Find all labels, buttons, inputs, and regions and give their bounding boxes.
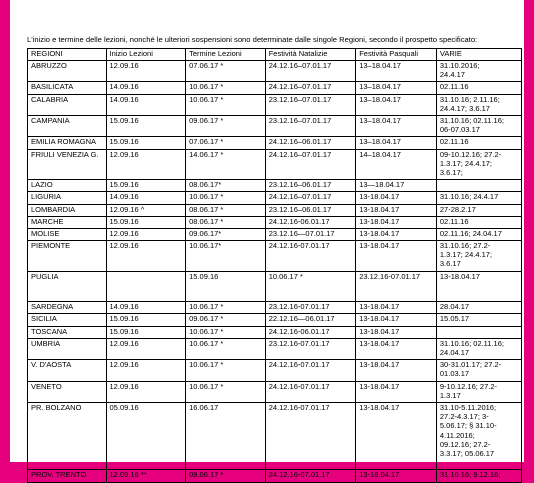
natalizie-cell: 23.12.16–07.01.17: [265, 115, 356, 136]
natalizie-cell: 24.12.16-07.01.17: [265, 403, 356, 470]
region-cell: SARDEGNA: [28, 302, 107, 314]
region-cell: LAZIO: [28, 180, 107, 192]
termine-cell: 07.06.17 *: [186, 137, 266, 149]
pasquali-cell: 13-18.04.17: [356, 302, 437, 314]
table-header-row: [28, 49, 522, 61]
inizio-cell: 15.09.16: [106, 115, 186, 136]
inizio-cell: 14.09.16: [106, 82, 186, 94]
termine-cell: 09.06.17*: [186, 228, 266, 240]
natalizie-cell: 24.12.16–06.01.17: [265, 137, 356, 149]
region-cell: V. D'AOSTA: [28, 360, 107, 381]
pasquali-cell: 14–18.04.17: [356, 149, 437, 180]
natalizie-cell: 22.12.16—06.01.17: [265, 314, 356, 326]
header-inizio-lezioni: Inizio Lezioni: [106, 49, 186, 61]
varie-cell: 31.10.2016; 24.4.17: [436, 61, 521, 82]
pasquali-cell: 13-18.04.17: [356, 192, 437, 204]
varie-cell: 02.11.16: [436, 82, 521, 94]
termine-cell: 10.06.17 *: [186, 360, 266, 381]
inizio-cell: 14.09.16: [106, 94, 186, 115]
pasquali-cell: 13-18.04.17: [356, 470, 437, 482]
termine-cell: 10.06.17 *: [186, 338, 266, 359]
natalizie-cell: 24.12.16–07.01.17: [265, 149, 356, 180]
varie-cell: 31.10.16; 02.11.16; 24.04.17: [436, 338, 521, 359]
table-row: [28, 381, 522, 402]
pasquali-cell: 13–18.04.17: [356, 82, 437, 94]
natalizie-cell: 24.12.16-07.01.17: [265, 241, 356, 272]
inizio-cell: 12.09.16 **: [106, 470, 186, 482]
varie-cell: 02.11.16: [436, 137, 521, 149]
region-cell: PR. BOLZANO: [28, 403, 107, 470]
table-row: [28, 314, 522, 326]
natalizie-cell: 24.12.16-07.01.17: [265, 360, 356, 381]
pasquali-cell: 13–18.04.17: [356, 137, 437, 149]
inizio-cell: 12.09.16: [106, 228, 186, 240]
varie-cell: [436, 326, 521, 338]
region-cell: LIGURIA: [28, 192, 107, 204]
pasquali-cell: 13-18.04.17: [356, 338, 437, 359]
varie-cell: 09-10.12.16; 27.2- 1.3.17; 24.4.17; 3.6.17;: [436, 149, 521, 180]
termine-cell: 09.06.17 *: [186, 470, 266, 482]
termine-cell: 16.06.17: [186, 403, 266, 470]
varie-cell: 31.10-5.11.2016; 27.2-4.3.17; 3- 5.06.17; § 31.10- 4.11.2016; 09.12.16; 27.2- 3.3.17; 05.06.17: [436, 403, 521, 470]
table-row: [28, 228, 522, 240]
document-page: [10, 0, 524, 480]
region-cell: SICILIA: [28, 314, 107, 326]
pasquali-cell: 13—18.04.17: [356, 180, 437, 192]
termine-cell: 15.09.16: [186, 271, 266, 302]
table-row: [28, 180, 522, 192]
region-cell: CAMPANIA: [28, 115, 107, 136]
table-row: [28, 302, 522, 314]
termine-cell: 09.06.17 *: [186, 314, 266, 326]
varie-cell: 02.11.16: [436, 216, 521, 228]
table-row: [28, 204, 522, 216]
table-row: [28, 326, 522, 338]
natalizie-cell: 24.12.16-07.01.17: [265, 470, 356, 482]
varie-cell: 31.10.16; 02.11.16; 06-07.03.17: [436, 115, 521, 136]
inizio-cell: 12.09.16: [106, 381, 186, 402]
pasquali-cell: 13-18.04.17: [356, 228, 437, 240]
region-cell: PROV. TRENTO: [28, 470, 107, 482]
varie-cell: [436, 180, 521, 192]
table-row: [28, 192, 522, 204]
region-cell: EMILIA ROMAGNA: [28, 137, 107, 149]
natalizie-cell: 24.12.16–07.01.17: [265, 61, 356, 82]
varie-cell: 31.10.16; 27.2- 1.3.17; 24.4.17; 3.6.17: [436, 241, 521, 272]
inizio-cell: 15.09.16: [106, 326, 186, 338]
table-row: [28, 149, 522, 180]
varie-cell: 27-28.2.17: [436, 204, 521, 216]
natalizie-cell: 23.12.16–06.01.17: [265, 204, 356, 216]
termine-cell: 10.06.17 *: [186, 94, 266, 115]
pasquali-cell: 13–18.04.17: [356, 115, 437, 136]
inizio-cell: 12.09.16 ^: [106, 204, 186, 216]
termine-cell: 09.06.17 *: [186, 115, 266, 136]
termine-cell: 10.06.17 *: [186, 192, 266, 204]
pasquali-cell: 23.12.16-07.01.17: [356, 271, 437, 302]
inizio-cell: 12.09.16: [106, 360, 186, 381]
varie-cell: 15.05.17: [436, 314, 521, 326]
region-cell: VENETO: [28, 381, 107, 402]
inizio-cell: 15.09.16: [106, 216, 186, 228]
region-cell: BASILICATA: [28, 82, 107, 94]
natalizie-cell: 10.06.17 *: [265, 271, 356, 302]
inizio-cell: 05.09.16: [106, 403, 186, 470]
varie-cell: 13-18.04.17: [436, 271, 521, 302]
pasquali-cell: 13–18.04.17: [356, 61, 437, 82]
region-cell: CALABRIA: [28, 94, 107, 115]
table-row: [28, 61, 522, 82]
inizio-cell: 12.09.16: [106, 149, 186, 180]
inizio-cell: 12.09.16: [106, 61, 186, 82]
region-cell: MOLISE: [28, 228, 107, 240]
pasquali-cell: 13-18.04.17: [356, 403, 437, 470]
region-cell: LOMBARDIA: [28, 204, 107, 216]
termine-cell: 10.06.17 *: [186, 381, 266, 402]
header-festivita-natalizie: Festività Natalizie: [265, 49, 356, 61]
varie-cell: 31.10.16; 9.12.16;: [436, 470, 521, 482]
region-cell: PIEMONTE: [28, 241, 107, 272]
termine-cell: 10.06.17*: [186, 241, 266, 272]
pasquali-cell: 13-18.04.17: [356, 326, 437, 338]
natalizie-cell: 23.12.16–06.01.17: [265, 180, 356, 192]
region-cell: UMBRIA: [28, 338, 107, 359]
natalizie-cell: 24.12.16-06.01.17: [265, 326, 356, 338]
natalizie-cell: 23.12.16-07.01.17: [265, 302, 356, 314]
varie-cell: 28.04.17: [436, 302, 521, 314]
natalizie-cell: 23.12.16-07.01.17: [265, 338, 356, 359]
table-row: [28, 115, 522, 136]
pasquali-cell: 13-18.04.17: [356, 204, 437, 216]
varie-cell: 31.10.16; 2.11.16; 24.4.17; 3.6.17: [436, 94, 521, 115]
inizio-cell: 15.09.16: [106, 137, 186, 149]
region-cell: PUGLIA: [28, 271, 107, 302]
table-row: [28, 82, 522, 94]
varie-cell: 9-10.12.16; 27.2- 1.3.17: [436, 381, 521, 402]
region-cell: TOSCANA: [28, 326, 107, 338]
termine-cell: 08.06.17 *: [186, 204, 266, 216]
natalizie-cell: 23.12.16–07.01.17: [265, 94, 356, 115]
calendar-table: [27, 48, 522, 483]
termine-cell: 08.06.17 *: [186, 216, 266, 228]
table-row: [28, 241, 522, 272]
inizio-cell: 12.09.16: [106, 241, 186, 272]
region-cell: MARCHE: [28, 216, 107, 228]
region-cell: FRIULI VENEZIA G.: [28, 149, 107, 180]
pasquali-cell: 13-18.04.17: [356, 381, 437, 402]
natalizie-cell: 23.12.16—07.01.17: [265, 228, 356, 240]
header-varie: VARIE: [436, 49, 521, 61]
inizio-cell: [106, 271, 186, 302]
inizio-cell: 14.09.16: [106, 302, 186, 314]
inizio-cell: 15.09.16: [106, 314, 186, 326]
inizio-cell: 12.09.16: [106, 338, 186, 359]
intro-text: L'inizio e termine delle lezioni, nonché le ulteriori sospensioni sono determinate dalle singole Regioni, secondo il prospetto specificato:: [27, 35, 478, 44]
termine-cell: 10.06.17 *: [186, 82, 266, 94]
termine-cell: 10.06.17 *: [186, 302, 266, 314]
varie-cell: 30-31.01.17; 27.2- 01.03.17: [436, 360, 521, 381]
pasquali-cell: 13-18.04.17: [356, 241, 437, 272]
inizio-cell: 14.09.16: [106, 192, 186, 204]
termine-cell: 07.06.17 *: [186, 61, 266, 82]
table-row: [28, 271, 522, 302]
pasquali-cell: 13-18.04.17: [356, 360, 437, 381]
natalizie-cell: 24.12.16–07.01.17: [265, 82, 356, 94]
table-row: [28, 137, 522, 149]
varie-cell: 02.11.16; 24.04.17: [436, 228, 521, 240]
pasquali-cell: 13–18.04.17: [356, 94, 437, 115]
pasquali-cell: 13-18.04.17: [356, 216, 437, 228]
header-festivita-pasquali: Festività Pasquali: [356, 49, 437, 61]
pasquali-cell: 13-18.04.17: [356, 314, 437, 326]
table-row: [28, 338, 522, 359]
header-regioni: REGIONI: [28, 49, 107, 61]
natalizie-cell: 24.12.16-06.01.17: [265, 216, 356, 228]
termine-cell: 08.06.17*: [186, 180, 266, 192]
table-row: [28, 403, 522, 470]
table-row: [28, 94, 522, 115]
natalizie-cell: 24.12.16-07.01.17: [265, 381, 356, 402]
table-row: [28, 216, 522, 228]
table-row: [28, 360, 522, 381]
termine-cell: 14.06.17 *: [186, 149, 266, 180]
varie-cell: 31.10.16; 24.4.17: [436, 192, 521, 204]
natalizie-cell: 24.12.16–07.01.17: [265, 192, 356, 204]
inizio-cell: 15.09.16: [106, 180, 186, 192]
header-termine-lezioni: Termine Lezioni: [186, 49, 266, 61]
region-cell: ABRUZZO: [28, 61, 107, 82]
termine-cell: 10.06.17 *: [186, 326, 266, 338]
table-row: [28, 470, 522, 482]
